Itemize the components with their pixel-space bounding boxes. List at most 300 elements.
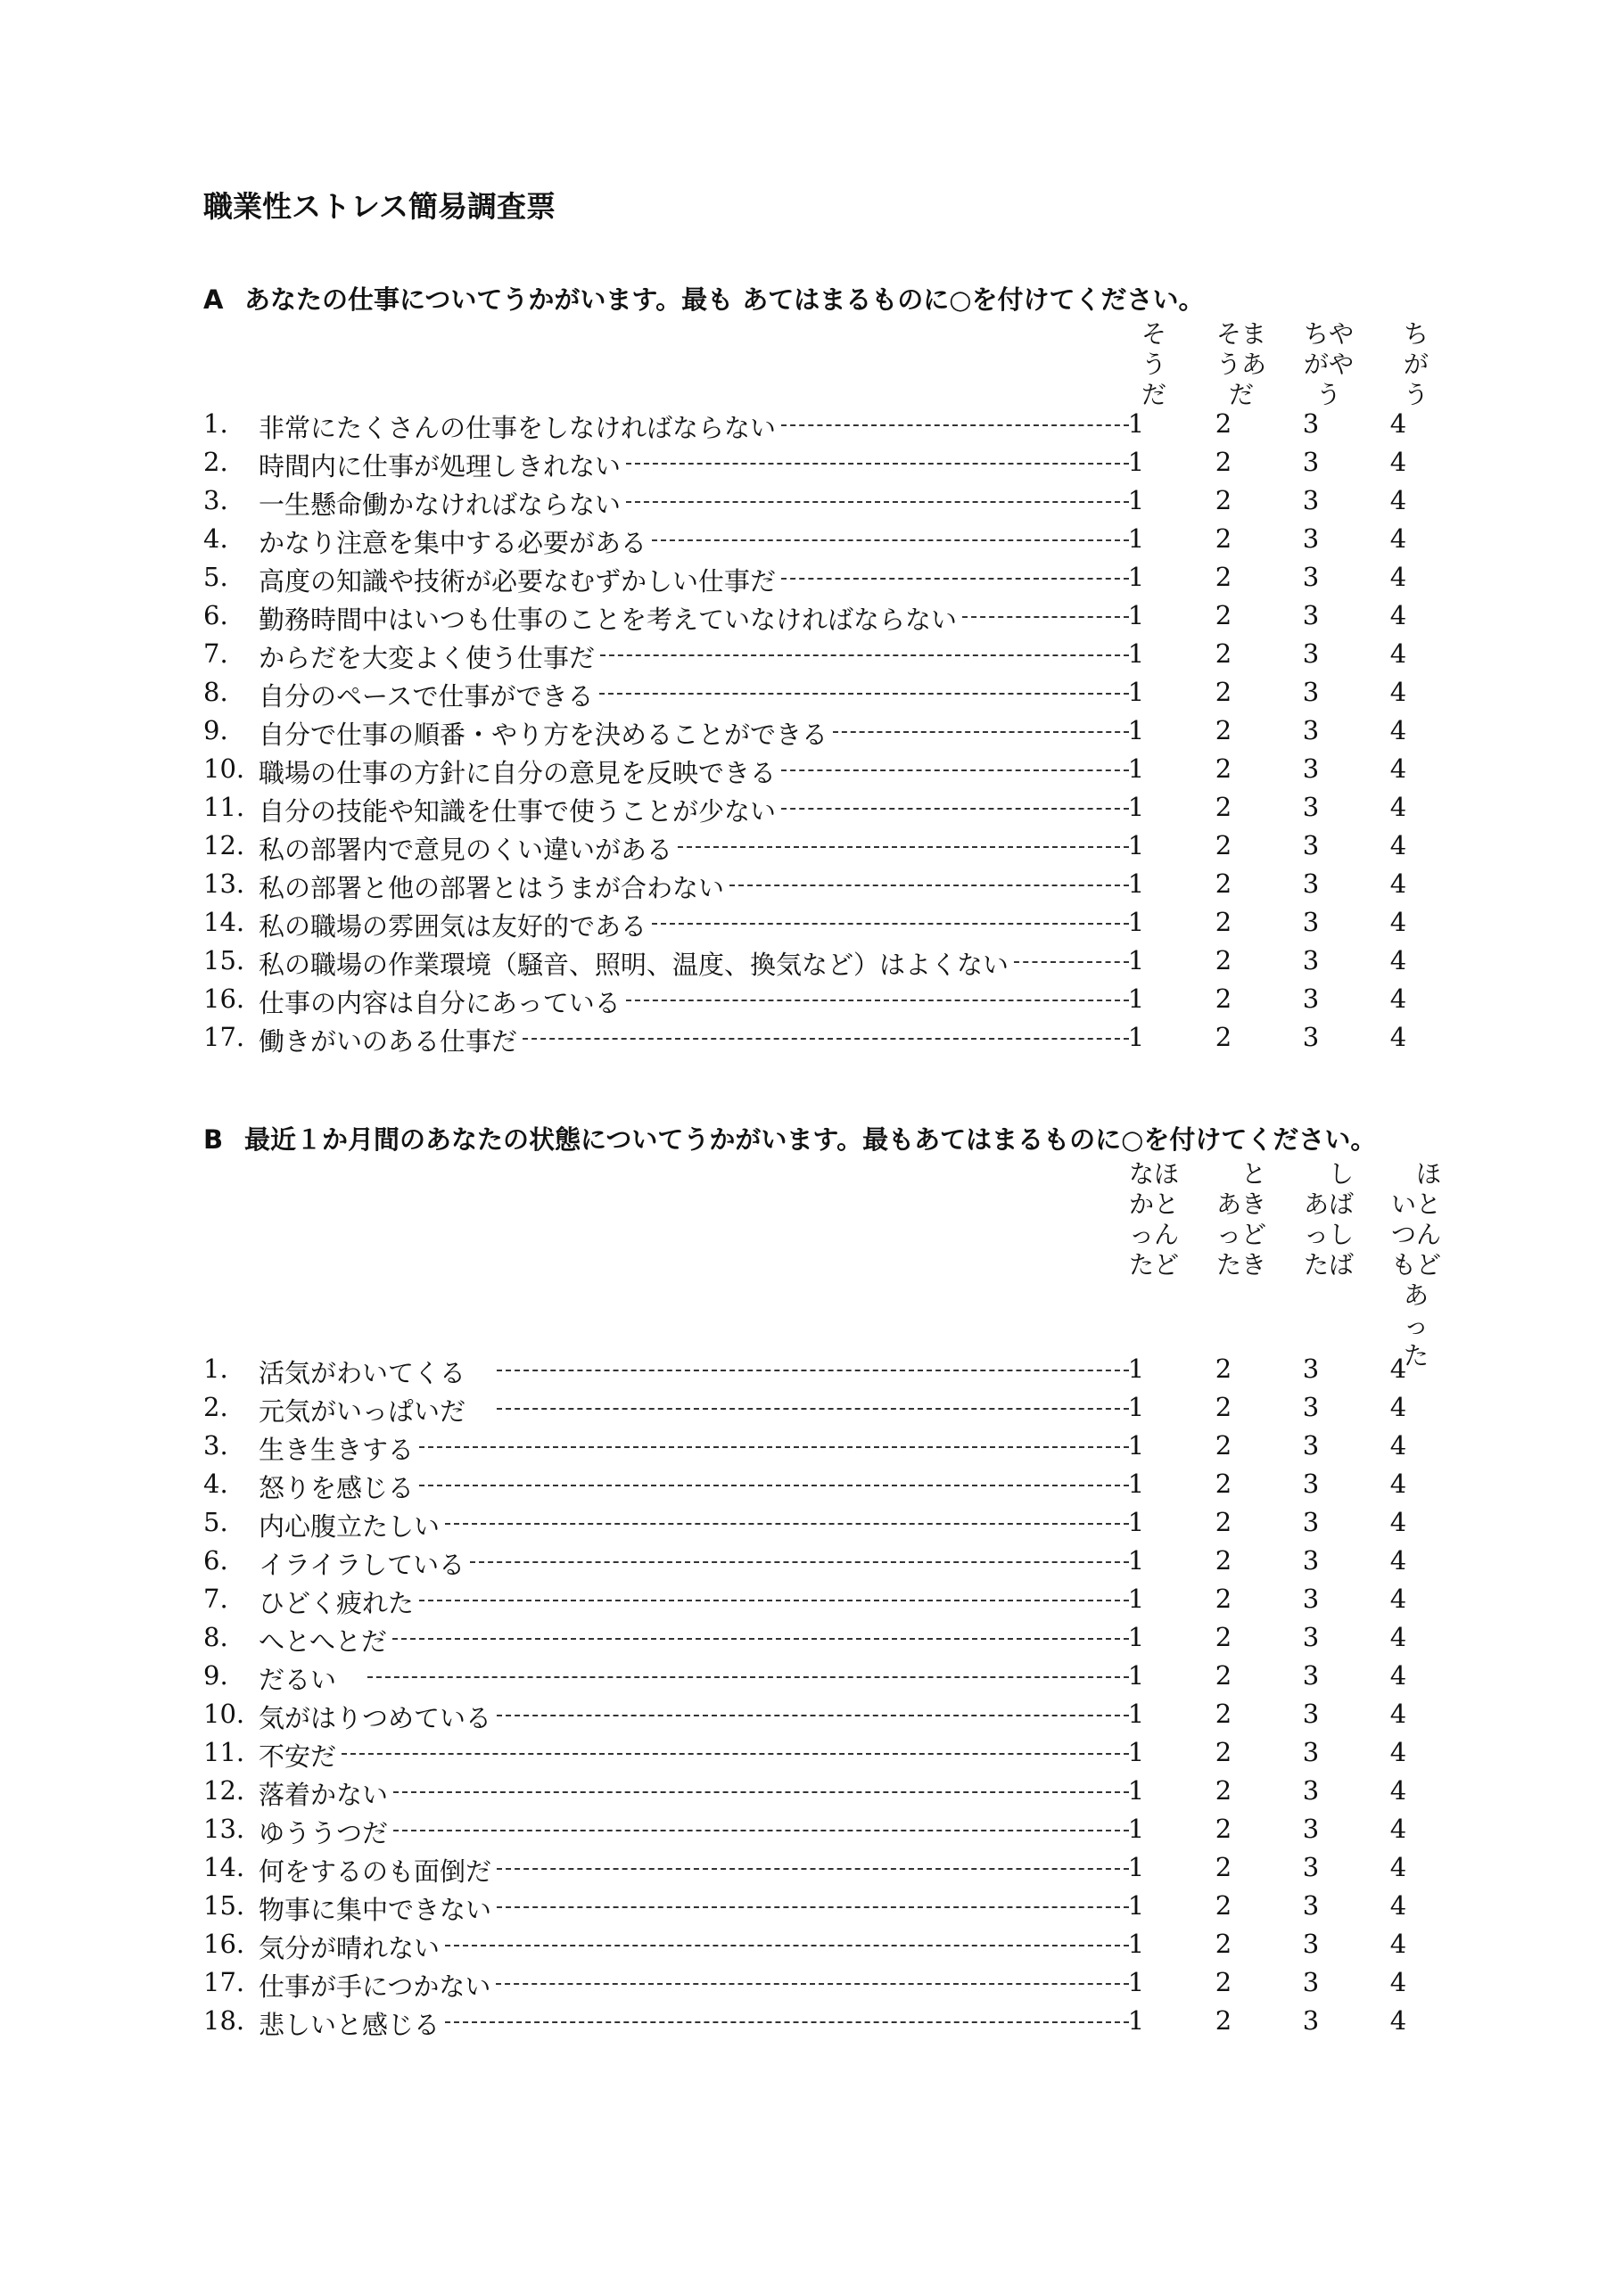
column-header-text: だ <box>1228 380 1254 409</box>
answer-option-1[interactable]: 1 <box>1127 1584 1145 1614</box>
answer-option-3[interactable]: 3 <box>1302 1392 1320 1422</box>
answer-option-1[interactable]: 1 <box>1127 1852 1145 1882</box>
leader-dashes <box>497 1906 1129 1908</box>
answer-option-1[interactable]: 1 <box>1127 638 1145 669</box>
leader-dashes <box>497 1408 1129 1410</box>
answer-option-4[interactable]: 4 <box>1389 1967 1407 1997</box>
answer-option-4[interactable]: 4 <box>1389 1354 1407 1384</box>
answer-option-2[interactable]: 2 <box>1215 600 1232 630</box>
question-number: 16. <box>203 1929 245 1959</box>
question-number: 11. <box>203 1737 245 1767</box>
question-number: 4. <box>203 523 228 554</box>
question-number: 6. <box>203 1545 228 1576</box>
answer-option-4[interactable]: 4 <box>1389 1660 1407 1691</box>
question-number: 7. <box>203 1584 228 1614</box>
leader-dashes <box>342 1753 1129 1755</box>
leader-dashes <box>497 1868 1129 1870</box>
question-text: 仕事の内容は自分にあっている <box>259 988 621 1018</box>
leader-dashes <box>781 769 1129 771</box>
leader-dashes <box>445 1945 1129 1946</box>
column-header-text: う <box>1141 350 1166 379</box>
question-text: 時間内に仕事が処理しきれない <box>259 451 622 481</box>
answer-option-2[interactable]: 2 <box>1215 1622 1232 1652</box>
answer-option-3[interactable]: 3 <box>1302 677 1320 707</box>
question-row <box>203 1354 1452 1392</box>
answer-option-3[interactable]: 3 <box>1302 600 1320 630</box>
answer-option-2[interactable]: 2 <box>1215 715 1232 745</box>
question-row <box>203 1929 1452 1967</box>
answer-option-4[interactable]: 4 <box>1389 715 1407 745</box>
answer-option-2[interactable]: 2 <box>1215 1814 1232 1844</box>
column-header-text: がや <box>1304 350 1355 379</box>
column-header-text: あ <box>1403 1280 1429 1310</box>
answer-option-1[interactable]: 1 <box>1127 1022 1145 1052</box>
leader-dashes <box>367 1676 1129 1678</box>
answer-option-4[interactable]: 4 <box>1389 983 1407 1014</box>
answer-option-4[interactable]: 4 <box>1389 1699 1407 1729</box>
question-row <box>203 600 1452 638</box>
question-row <box>203 485 1452 523</box>
answer-option-3[interactable]: 3 <box>1302 1775 1320 1806</box>
answer-option-3[interactable]: 3 <box>1302 1967 1320 1997</box>
column-header-text: た <box>1403 1341 1429 1370</box>
question-row <box>203 1469 1452 1507</box>
answer-option-1[interactable]: 1 <box>1127 983 1145 1014</box>
question-number: 7. <box>203 638 228 669</box>
answer-option-3[interactable]: 3 <box>1302 715 1320 745</box>
leader-dashes <box>833 731 1129 733</box>
question-row <box>203 1622 1452 1660</box>
answer-option-1[interactable]: 1 <box>1127 1507 1145 1537</box>
question-number: 17. <box>203 1967 245 1997</box>
question-number: 14. <box>203 907 245 937</box>
answer-option-1[interactable]: 1 <box>1127 1890 1145 1921</box>
answer-option-2[interactable]: 2 <box>1215 562 1232 592</box>
column-header-text: ち <box>1403 319 1429 349</box>
answer-option-3[interactable]: 3 <box>1302 907 1320 937</box>
column-header-text: たば <box>1304 1250 1355 1280</box>
answer-option-2[interactable]: 2 <box>1215 1469 1232 1499</box>
answer-option-2[interactable]: 2 <box>1215 1967 1232 1997</box>
leader-dashes <box>600 654 1129 656</box>
question-number: 15. <box>203 945 245 975</box>
answer-option-2[interactable]: 2 <box>1215 1022 1232 1052</box>
answer-option-4[interactable]: 4 <box>1389 753 1407 784</box>
question-text: 一生懸命働かなければならない <box>259 490 622 520</box>
column-header-1 <box>1129 319 1179 410</box>
answer-option-1[interactable]: 1 <box>1127 868 1145 899</box>
answer-option-4[interactable]: 4 <box>1389 1584 1407 1614</box>
answer-option-4[interactable]: 4 <box>1389 1507 1407 1537</box>
question-text: 自分で仕事の順番・やり方を決めることができる <box>259 720 828 750</box>
answer-option-4[interactable]: 4 <box>1389 408 1407 439</box>
leader-dashes <box>392 1638 1129 1640</box>
question-text: 高度の知識や技術が必要なむずかしい仕事だ <box>259 566 777 597</box>
answer-option-1[interactable]: 1 <box>1127 792 1145 822</box>
answer-option-1[interactable]: 1 <box>1127 830 1145 860</box>
leader-dashes <box>626 1000 1129 1001</box>
question-row <box>203 447 1452 485</box>
leader-dashes <box>470 1561 1129 1563</box>
column-header-4 <box>1391 319 1441 410</box>
answer-option-3[interactable]: 3 <box>1302 2005 1320 2036</box>
leader-dashes <box>781 578 1129 580</box>
answer-option-4[interactable]: 4 <box>1389 677 1407 707</box>
answer-option-4[interactable]: 4 <box>1389 1929 1407 1959</box>
answer-option-4[interactable]: 4 <box>1389 562 1407 592</box>
question-text: 職場の仕事の方針に自分の意見を反映できる <box>259 758 777 788</box>
question-text: 自分のペースで仕事ができる <box>259 681 594 712</box>
column-header-text: たき <box>1216 1250 1267 1280</box>
leader-dashes <box>678 846 1129 848</box>
column-header-text: つん <box>1391 1220 1442 1249</box>
leader-dashes <box>445 2021 1129 2023</box>
question-number: 9. <box>203 1660 228 1691</box>
answer-option-4[interactable]: 4 <box>1389 1392 1407 1422</box>
answer-option-3[interactable]: 3 <box>1302 1584 1320 1614</box>
answer-option-4[interactable]: 4 <box>1389 868 1407 899</box>
answer-option-4[interactable]: 4 <box>1389 2005 1407 2036</box>
question-number: 17. <box>203 1022 245 1052</box>
leader-dashes <box>497 1370 1129 1371</box>
section-b-instruction: 最近１か月間のあなたの状態についてうかがいます。最もあてはまるものに○を付けてください。 <box>244 1124 1377 1155</box>
answer-option-2[interactable]: 2 <box>1215 485 1232 515</box>
answer-option-1[interactable]: 1 <box>1127 1469 1145 1499</box>
question-text: 非常にたくさんの仕事をしなければならない <box>259 413 777 443</box>
column-header-3 <box>1304 1159 1354 1280</box>
answer-option-3[interactable]: 3 <box>1302 1469 1320 1499</box>
answer-option-1[interactable]: 1 <box>1127 945 1145 975</box>
answer-option-1[interactable]: 1 <box>1127 1392 1145 1422</box>
answer-option-2[interactable]: 2 <box>1215 1929 1232 1959</box>
answer-option-4[interactable]: 4 <box>1389 907 1407 937</box>
question-number: 10. <box>203 753 245 784</box>
question-row <box>203 792 1452 830</box>
question-number: 4. <box>203 1469 228 1499</box>
answer-option-3[interactable]: 3 <box>1302 1507 1320 1537</box>
column-header-text: が <box>1403 350 1429 379</box>
column-header-text: っど <box>1216 1220 1267 1249</box>
answer-option-2[interactable]: 2 <box>1215 1584 1232 1614</box>
column-header-text: うあ <box>1216 350 1267 379</box>
leader-dashes <box>393 1791 1129 1793</box>
leader-dashes <box>393 1830 1129 1831</box>
answer-option-1[interactable]: 1 <box>1127 600 1145 630</box>
question-text: 気分が晴れない <box>259 1933 441 1963</box>
question-row <box>203 983 1452 1022</box>
answer-option-1[interactable]: 1 <box>1127 1737 1145 1767</box>
answer-option-2[interactable]: 2 <box>1215 792 1232 822</box>
answer-option-3[interactable]: 3 <box>1302 485 1320 515</box>
answer-option-1[interactable]: 1 <box>1127 753 1145 784</box>
answer-option-2[interactable]: 2 <box>1215 1660 1232 1691</box>
leader-dashes <box>781 808 1129 810</box>
question-number: 11. <box>203 792 245 822</box>
question-number: 18. <box>203 2005 245 2036</box>
answer-option-1[interactable]: 1 <box>1127 1622 1145 1652</box>
answer-option-3[interactable]: 3 <box>1302 408 1320 439</box>
question-text: ゆううつだ <box>259 1818 389 1848</box>
answer-option-3[interactable]: 3 <box>1302 562 1320 592</box>
leader-dashes <box>1014 961 1129 963</box>
answer-option-1[interactable]: 1 <box>1127 408 1145 439</box>
question-text: 物事に集中できない <box>259 1895 492 1925</box>
column-header-text: かと <box>1129 1189 1180 1219</box>
question-row <box>203 1699 1452 1737</box>
section-a-instruction: あなたの仕事についてうかがいます。最も あてはまるものに○を付けてください。 <box>244 284 1205 315</box>
answer-option-3[interactable]: 3 <box>1302 1430 1320 1461</box>
answer-option-2[interactable]: 2 <box>1215 907 1232 937</box>
answer-option-3[interactable]: 3 <box>1302 1022 1320 1052</box>
answer-option-4[interactable]: 4 <box>1389 1852 1407 1882</box>
question-text: 自分の技能や知識を仕事で使うことが少ない <box>259 796 777 827</box>
answer-option-2[interactable]: 2 <box>1215 1545 1232 1576</box>
answer-option-4[interactable]: 4 <box>1389 1430 1407 1461</box>
answer-option-3[interactable]: 3 <box>1302 447 1320 477</box>
question-row <box>203 1584 1452 1622</box>
question-text: 怒りを感じる <box>259 1473 415 1503</box>
column-header-text: っ <box>1403 1311 1429 1340</box>
question-text: 生き生きする <box>259 1435 415 1465</box>
answer-option-3[interactable]: 3 <box>1302 523 1320 554</box>
question-number: 12. <box>203 1775 245 1806</box>
answer-option-1[interactable]: 1 <box>1127 1660 1145 1691</box>
question-number: 10. <box>203 1699 245 1729</box>
answer-option-2[interactable]: 2 <box>1215 677 1232 707</box>
answer-option-2[interactable]: 2 <box>1215 1392 1232 1422</box>
answer-option-3[interactable]: 3 <box>1302 945 1320 975</box>
answer-option-3[interactable]: 3 <box>1302 1622 1320 1652</box>
answer-option-3[interactable]: 3 <box>1302 638 1320 669</box>
answer-option-2[interactable]: 2 <box>1215 447 1232 477</box>
column-header-text: し <box>1304 1159 1355 1189</box>
question-number: 3. <box>203 485 228 515</box>
column-header-text: っし <box>1304 1220 1355 1249</box>
question-row <box>203 1852 1452 1890</box>
answer-option-2[interactable]: 2 <box>1215 1890 1232 1921</box>
answer-option-1[interactable]: 1 <box>1127 1699 1145 1729</box>
question-text: 不安だ <box>259 1741 337 1772</box>
question-number: 13. <box>203 868 245 899</box>
answer-option-1[interactable]: 1 <box>1127 523 1145 554</box>
column-header-2 <box>1216 319 1266 410</box>
answer-option-2[interactable]: 2 <box>1215 945 1232 975</box>
question-text: 内心腹立たしい <box>259 1511 441 1542</box>
section-b-letter: B <box>203 1124 224 1155</box>
column-header-4 <box>1391 1159 1441 1371</box>
answer-option-3[interactable]: 3 <box>1302 1737 1320 1767</box>
answer-option-1[interactable]: 1 <box>1127 485 1145 515</box>
answer-option-3[interactable]: 3 <box>1302 1699 1320 1729</box>
column-header-text: ほ <box>1391 1159 1442 1189</box>
answer-option-1[interactable]: 1 <box>1127 447 1145 477</box>
column-header-text: と <box>1216 1159 1267 1189</box>
leader-dashes <box>626 463 1129 465</box>
question-text: 元気がいっぱいだ <box>259 1396 492 1427</box>
question-text: 私の職場の作業環境（騒音、照明、温度、換気など）はよくない <box>259 950 1009 980</box>
question-row <box>203 1890 1452 1929</box>
question-number: 8. <box>203 677 228 707</box>
column-header-text: たど <box>1129 1250 1180 1280</box>
answer-option-4[interactable]: 4 <box>1389 1737 1407 1767</box>
question-row <box>203 408 1452 447</box>
answer-option-1[interactable]: 1 <box>1127 677 1145 707</box>
answer-option-2[interactable]: 2 <box>1215 1354 1232 1384</box>
question-number: 2. <box>203 447 228 477</box>
page-title: 職業性ストレス簡易調査票 <box>203 189 556 224</box>
question-row <box>203 1392 1452 1430</box>
answer-option-1[interactable]: 1 <box>1127 2005 1145 2036</box>
answer-option-3[interactable]: 3 <box>1302 983 1320 1014</box>
answer-option-4[interactable]: 4 <box>1389 792 1407 822</box>
answer-option-4[interactable]: 4 <box>1389 1469 1407 1499</box>
question-number: 5. <box>203 1507 228 1537</box>
question-text: へとへとだ <box>259 1626 387 1657</box>
question-number: 2. <box>203 1392 228 1422</box>
column-header-text: いと <box>1391 1189 1442 1219</box>
question-row <box>203 1022 1452 1060</box>
column-header-2 <box>1216 1159 1266 1280</box>
leader-dashes <box>626 501 1129 503</box>
question-number: 13. <box>203 1814 245 1844</box>
answer-option-1[interactable]: 1 <box>1127 1354 1145 1384</box>
leader-dashes <box>419 1485 1129 1486</box>
question-row <box>203 677 1452 715</box>
question-text: イライラしている <box>259 1550 465 1580</box>
question-text: 活気がわいてくる <box>259 1358 492 1388</box>
answer-option-4[interactable]: 4 <box>1389 447 1407 477</box>
question-text: 何をするのも面倒だ <box>259 1856 492 1887</box>
question-row <box>203 830 1452 868</box>
answer-option-4[interactable]: 4 <box>1389 1022 1407 1052</box>
question-row <box>203 715 1452 753</box>
answer-option-3[interactable]: 3 <box>1302 1545 1320 1576</box>
leader-dashes <box>419 1446 1129 1448</box>
question-text: かなり注意を集中する必要がある <box>259 528 647 558</box>
column-header-text: ちや <box>1304 319 1355 349</box>
question-row <box>203 868 1452 907</box>
question-text: 働きがいのある仕事だ <box>259 1026 518 1057</box>
answer-option-1[interactable]: 1 <box>1127 1775 1145 1806</box>
answer-option-1[interactable]: 1 <box>1127 1545 1145 1576</box>
answer-option-2[interactable]: 2 <box>1215 830 1232 860</box>
answer-option-3[interactable]: 3 <box>1302 753 1320 784</box>
question-row <box>203 638 1452 677</box>
answer-option-4[interactable]: 4 <box>1389 945 1407 975</box>
question-text: 勤務時間中はいつも仕事のことを考えていなければならない <box>259 605 958 635</box>
question-text: ひどく疲れた <box>259 1588 415 1618</box>
question-row <box>203 753 1452 792</box>
question-row <box>203 907 1452 945</box>
answer-option-2[interactable]: 2 <box>1215 753 1232 784</box>
leader-dashes <box>496 1983 1129 1985</box>
answer-option-4[interactable]: 4 <box>1389 1814 1407 1844</box>
answer-option-2[interactable]: 2 <box>1215 638 1232 669</box>
answer-option-2[interactable]: 2 <box>1215 1852 1232 1882</box>
answer-option-3[interactable]: 3 <box>1302 830 1320 860</box>
question-row <box>203 1814 1452 1852</box>
answer-option-3[interactable]: 3 <box>1302 868 1320 899</box>
answer-option-1[interactable]: 1 <box>1127 1430 1145 1461</box>
answer-option-4[interactable]: 4 <box>1389 1545 1407 1576</box>
answer-option-4[interactable]: 4 <box>1389 1890 1407 1921</box>
answer-option-1[interactable]: 1 <box>1127 1814 1145 1844</box>
question-number: 16. <box>203 983 245 1014</box>
question-row <box>203 1430 1452 1469</box>
answer-option-4[interactable]: 4 <box>1389 523 1407 554</box>
answer-option-4[interactable]: 4 <box>1389 830 1407 860</box>
question-number: 1. <box>203 1354 228 1384</box>
question-number: 15. <box>203 1890 245 1921</box>
answer-option-4[interactable]: 4 <box>1389 600 1407 630</box>
answer-option-3[interactable]: 3 <box>1302 1929 1320 1959</box>
answer-option-2[interactable]: 2 <box>1215 868 1232 899</box>
question-number: 12. <box>203 830 245 860</box>
leader-dashes <box>652 539 1129 541</box>
answer-option-4[interactable]: 4 <box>1389 1622 1407 1652</box>
answer-option-1[interactable]: 1 <box>1127 562 1145 592</box>
answer-option-2[interactable]: 2 <box>1215 408 1232 439</box>
column-header-text: なほ <box>1129 1159 1180 1189</box>
leader-dashes <box>962 616 1129 618</box>
question-text: 私の職場の雰囲気は友好的である <box>259 911 647 942</box>
answer-option-2[interactable]: 2 <box>1215 523 1232 554</box>
leader-dashes <box>599 693 1129 695</box>
answer-option-2[interactable]: 2 <box>1215 1699 1232 1729</box>
column-header-text: もど <box>1391 1250 1442 1280</box>
answer-option-3[interactable]: 3 <box>1302 792 1320 822</box>
answer-option-1[interactable]: 1 <box>1127 715 1145 745</box>
question-row <box>203 1967 1452 2005</box>
question-text: だるい <box>259 1665 363 1695</box>
column-header-text: あき <box>1216 1189 1267 1219</box>
answer-option-1[interactable]: 1 <box>1127 907 1145 937</box>
answer-option-1[interactable]: 1 <box>1127 1967 1145 1997</box>
column-header-text: そ <box>1141 319 1166 349</box>
question-number: 14. <box>203 1852 245 1882</box>
section-a-letter: A <box>203 284 224 315</box>
answer-option-2[interactable]: 2 <box>1215 1507 1232 1537</box>
answer-option-3[interactable]: 3 <box>1302 1852 1320 1882</box>
column-header-text: う <box>1403 380 1429 409</box>
answer-option-3[interactable]: 3 <box>1302 1890 1320 1921</box>
question-row <box>203 1507 1452 1545</box>
answer-option-4[interactable]: 4 <box>1389 638 1407 669</box>
answer-option-1[interactable]: 1 <box>1127 1929 1145 1959</box>
question-number: 1. <box>203 408 228 439</box>
answer-option-3[interactable]: 3 <box>1302 1354 1320 1384</box>
answer-option-4[interactable]: 4 <box>1389 485 1407 515</box>
answer-option-2[interactable]: 2 <box>1215 983 1232 1014</box>
answer-option-4[interactable]: 4 <box>1389 1775 1407 1806</box>
answer-option-3[interactable]: 3 <box>1302 1814 1320 1844</box>
question-text: 落着かない <box>259 1780 389 1810</box>
column-header-text: う <box>1315 380 1341 409</box>
answer-option-2[interactable]: 2 <box>1215 1775 1232 1806</box>
question-row <box>203 945 1452 983</box>
question-row <box>203 1775 1452 1814</box>
answer-option-2[interactable]: 2 <box>1215 1737 1232 1767</box>
question-row <box>203 2005 1452 2044</box>
question-text: からだを大変よく使う仕事だ <box>259 643 596 673</box>
question-row <box>203 523 1452 562</box>
question-number: 9. <box>203 715 228 745</box>
answer-option-2[interactable]: 2 <box>1215 1430 1232 1461</box>
answer-option-3[interactable]: 3 <box>1302 1660 1320 1691</box>
leader-dashes <box>652 923 1129 925</box>
column-header-3 <box>1304 319 1354 410</box>
answer-option-2[interactable]: 2 <box>1215 2005 1232 2036</box>
